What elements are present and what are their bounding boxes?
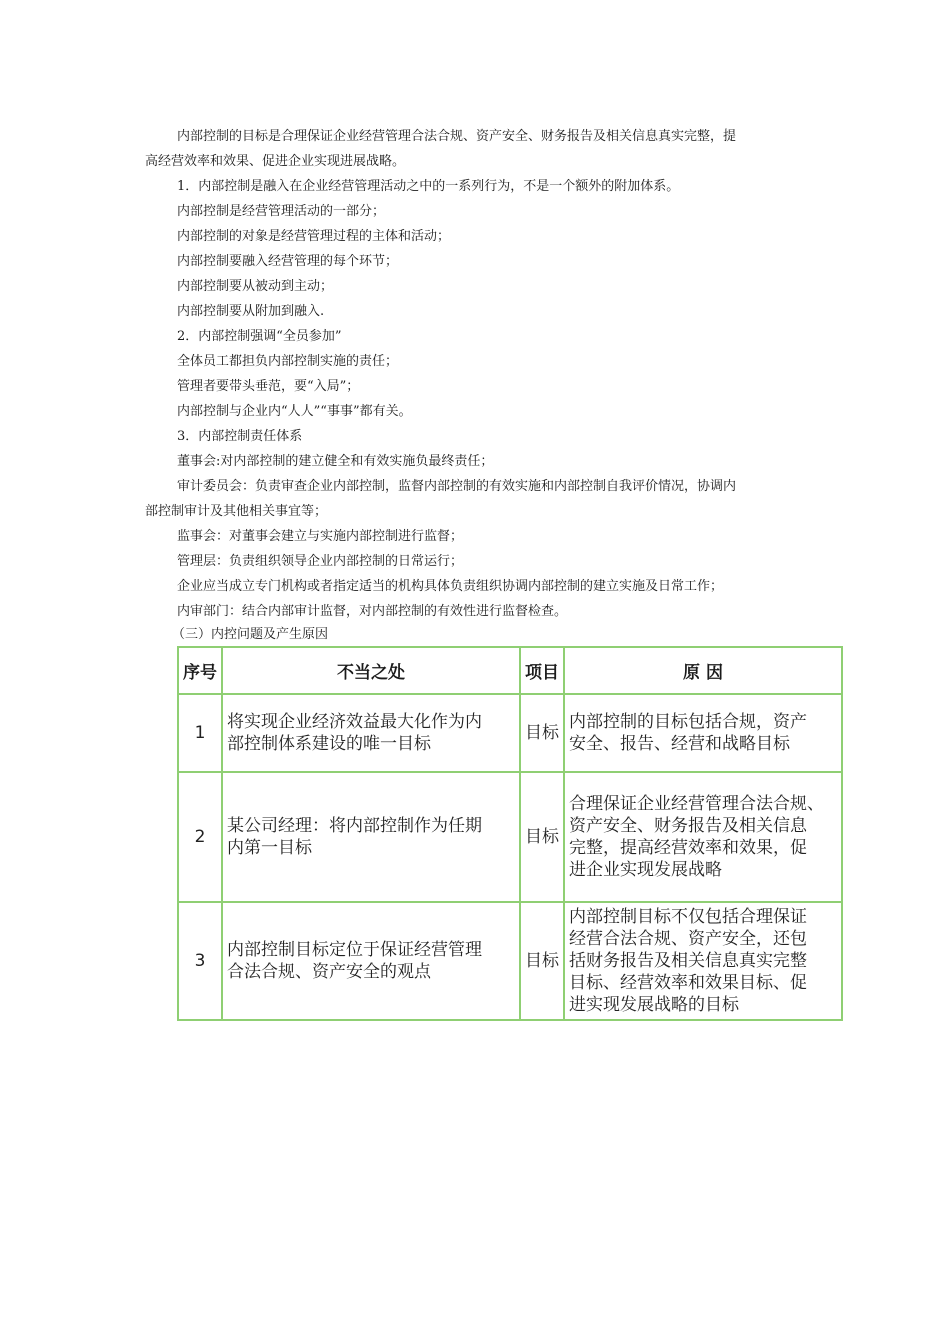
paragraph-line: 内部控制是经营管理活动的一部分； <box>177 204 386 219</box>
paragraph-line: 董事会:对内部控制的建立健全和有效实施负最终责任； <box>177 454 494 469</box>
cell-line: 内部控制目标不仅包括合理保证 <box>569 907 807 927</box>
table-row <box>178 694 842 772</box>
reason-cell <box>564 902 842 1020</box>
reason-cell <box>564 772 842 902</box>
cell-line: 括财务报告及相关信息真实完整 <box>569 951 807 971</box>
paragraph-line: 内部控制要融入经营管理的每个环节； <box>177 254 399 269</box>
header-cell: 序号 <box>178 647 222 694</box>
issue-cell <box>222 772 520 902</box>
table-row <box>178 772 842 902</box>
cell-line: 内部控制的目标包括合规，资产 <box>569 712 807 732</box>
cell-line: 经营合法合规、资产安全，还包 <box>569 929 807 949</box>
issue-cell <box>222 694 520 772</box>
cell-line: 安全、报告、经营和战略目标 <box>569 734 790 754</box>
cell-line: 合法合规、资产安全的观点 <box>227 962 431 982</box>
paragraph-line: 内部控制要从被动到主动； <box>177 279 334 294</box>
item-cell: 目标 <box>520 772 564 902</box>
paragraph-line: 内部控制要从附加到融入. <box>177 304 325 319</box>
paragraph-line: 审计委员会：负责审查企业内部控制，监督内部控制的有效实施和内部控制自我评价情况，协调内 <box>177 479 737 494</box>
table-header-row <box>178 647 842 694</box>
item-cell: 目标 <box>520 694 564 772</box>
cell-line: 合理保证企业经营管理合法合规、 <box>569 794 824 814</box>
paragraph-line: 部控制审计及其他相关事宜等； <box>145 504 328 519</box>
paragraph-line: 监事会：对董事会建立与实施内部控制进行监督； <box>177 529 464 544</box>
cell-line: 完整，提高经营效率和效果，促 <box>569 838 807 858</box>
paragraph-line: 高经营效率和效果、促进企业实现进展战略。 <box>145 154 406 169</box>
cell-line: 进实现发展战略的目标 <box>569 995 739 1015</box>
paragraph-line: 全体员工都担负内部控制实施的责任； <box>177 354 399 369</box>
cell-line: 目标、经营效率和效果目标、促 <box>569 973 807 993</box>
cell-line: 某公司经理：将内部控制作为任期 <box>227 816 482 836</box>
cell-line: 进企业实现发展战略 <box>569 860 722 880</box>
item-cell: 目标 <box>520 902 564 1020</box>
paragraph-line: 企业应当成立专门机构或者指定适当的机构具体负责组织协调内部控制的建立实施及日常工作； <box>177 579 724 594</box>
table-row <box>178 902 842 1020</box>
header-cell: 原 因 <box>564 647 842 694</box>
reason-cell <box>564 694 842 772</box>
paragraph-line: 管理者要带头垂范，要“入局”； <box>177 379 360 394</box>
header-cell: 项目 <box>520 647 564 694</box>
paragraph-line: 内部控制的对象是经营管理过程的主体和活动； <box>177 229 451 244</box>
cell-line: 资产安全、财务报告及相关信息 <box>569 816 807 836</box>
cell-line: 将实现企业经济效益最大化作为内 <box>227 712 482 732</box>
paragraph-line: 2．内部控制强调“全员参加” <box>177 329 342 344</box>
paragraph-line: 管理层：负责组织领导企业内部控制的日常运行； <box>177 554 464 569</box>
paragraph-line: 内部控制的目标是合理保证企业经营管理合法合规、资产安全、财务报告及相关信息真实完整，提 <box>177 129 737 144</box>
row-number: 2 <box>178 772 222 902</box>
paragraph-line: 内审部门：结合内部审计监督，对内部控制的有效性进行监督检查。 <box>177 604 568 619</box>
cell-line: 内第一目标 <box>227 838 312 858</box>
paragraph-line: 内部控制与企业内“人人”“事事”都有关。 <box>177 404 412 419</box>
issues-table <box>177 646 843 1021</box>
row-number: 3 <box>178 902 222 1020</box>
cell-line: 部控制体系建设的唯一目标 <box>227 734 431 754</box>
row-number: 1 <box>178 694 222 772</box>
paragraph-line: 3．内部控制责任体系 <box>177 429 303 444</box>
paragraph-line: 1．内部控制是融入在企业经营管理活动之中的一系列行为，不是一个额外的附加体系。 <box>177 179 680 194</box>
section-heading: （三）内控问题及产生原因 <box>172 627 329 642</box>
issue-cell <box>222 902 520 1020</box>
header-cell: 不当之处 <box>222 647 520 694</box>
cell-line: 内部控制目标定位于保证经营管理 <box>227 940 482 960</box>
